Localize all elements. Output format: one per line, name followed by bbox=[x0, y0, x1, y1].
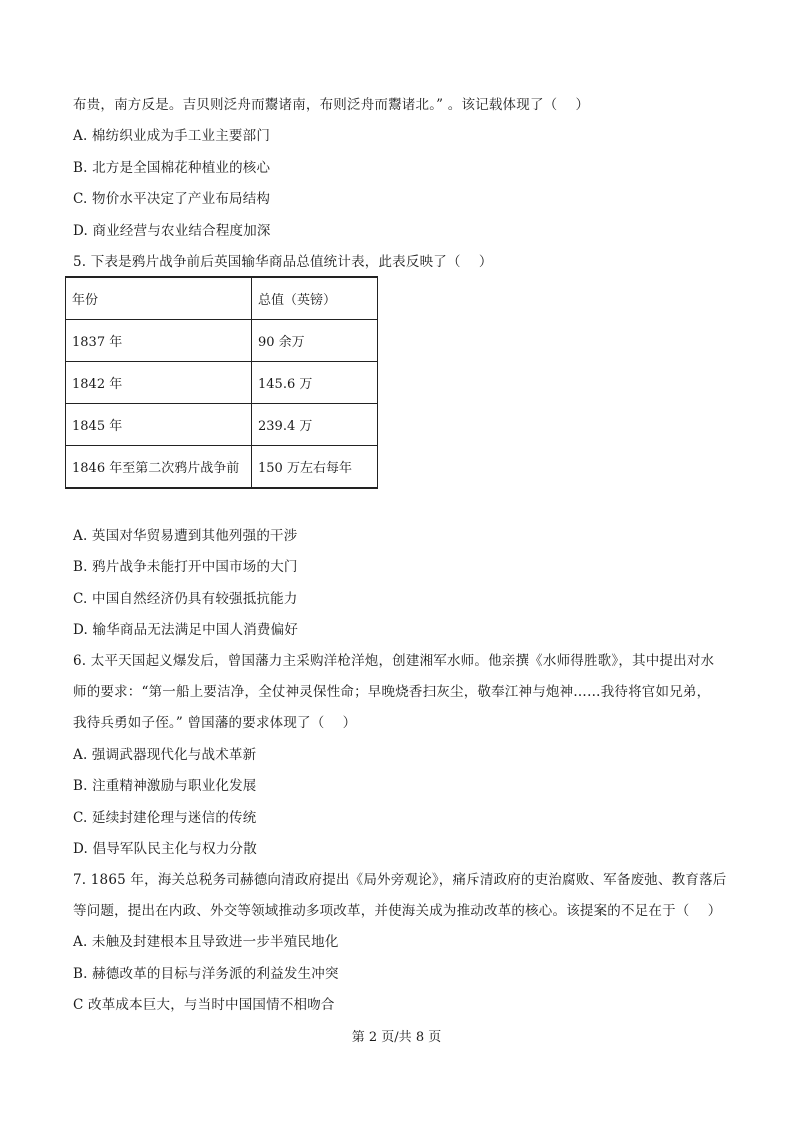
question-6-stem-line-2: 师的要求：“第一船上要洁净，全仗神灵保性命；早晚烧香扫灰尘，敬奉江神与炮神……我待将官如兄弟， bbox=[73, 684, 711, 700]
table-cell-value: 145.6 万 bbox=[252, 362, 378, 404]
q5-option-a: A. 英国对华贸易遭到其他列强的干涉 bbox=[73, 528, 298, 544]
question-6-stem-line-1: 6. 太平天国起义爆发后，曾国藩力主采购洋枪洋炮，创建湘军水师。他亲撰《水师得胜歌》，其中提出对水 bbox=[73, 653, 715, 669]
q5-option-c: C. 中国自然经济仍具有较强抵抗能力 bbox=[73, 591, 298, 607]
table-cell-value: 239.4 万 bbox=[252, 404, 378, 446]
question-7-stem-line-1: 7. 1865 年，海关总税务司赫德向清政府提出《局外旁观论》，痛斥清政府的吏治腐败、军备废弛、教育落后 bbox=[73, 872, 727, 888]
table-row bbox=[66, 404, 378, 446]
table-row bbox=[66, 362, 378, 404]
table-row bbox=[66, 446, 378, 489]
table-header-year: 年份 bbox=[66, 277, 252, 320]
q6-option-a: A. 强调武器现代化与战术革新 bbox=[73, 747, 257, 763]
q6-option-b: B. 注重精神激励与职业化发展 bbox=[73, 778, 257, 794]
table-cell-year: 1845 年 bbox=[66, 404, 252, 446]
question-6-stem-line-3: 我待兵勇如子侄。” 曾国藩的要求体现了（ ） bbox=[73, 715, 357, 731]
q6-option-c: C. 延续封建伦理与迷信的传统 bbox=[73, 810, 257, 826]
q4-option-d: D. 商业经营与农业结合程度加深 bbox=[73, 223, 271, 239]
question-4-stem-end: 布贵，南方反是。吉贝则泛舟而鬻诸南，布则泛舟而鬻诸北。” 。该记载体现了（ ） bbox=[73, 97, 590, 113]
q4-option-b: B. 北方是全国棉花种植业的核心 bbox=[73, 160, 271, 176]
q6-option-d: D. 倡导军队民主化与权力分散 bbox=[73, 841, 257, 857]
q5-option-b: B. 鸦片战争未能打开中国市场的大门 bbox=[73, 559, 298, 575]
q5-option-d: D. 输华商品无法满足中国人消费偏好 bbox=[73, 622, 299, 638]
q7-option-c: C 改革成本巨大，与当时中国国情不相吻合 bbox=[73, 997, 335, 1013]
table-cell-year: 1842 年 bbox=[66, 362, 252, 404]
trade-value-table bbox=[65, 276, 378, 489]
table-cell-year: 1846 年至第二次鸦片战争前 bbox=[66, 446, 252, 489]
table-cell-year: 1837 年 bbox=[66, 320, 252, 362]
q4-option-a: A. 棉纺织业成为手工业主要部门 bbox=[73, 128, 271, 144]
question-7-stem-line-2: 等问题，提出在内政、外交等领域推动多项改革，并使海关成为推动改革的核心。该提案的不足在于（ ） bbox=[73, 903, 722, 919]
question-5-stem: 5. 下表是鸦片战争前后英国输华商品总值统计表，此表反映了（ ） bbox=[73, 254, 493, 270]
table-header-row bbox=[66, 277, 378, 320]
table-cell-value: 90 余万 bbox=[252, 320, 378, 362]
table-row bbox=[66, 320, 378, 362]
q4-option-c: C. 物价水平决定了产业布局结构 bbox=[73, 191, 271, 207]
table-cell-value: 150 万左右每年 bbox=[252, 446, 378, 489]
page-number-footer: 第 2 页/共 8 页 bbox=[351, 1030, 442, 1045]
table-header-value: 总值（英镑） bbox=[252, 277, 378, 320]
q7-option-b: B. 赫德改革的目标与洋务派的利益发生冲突 bbox=[73, 966, 339, 982]
q7-option-a: A. 未触及封建根本且导致进一步半殖民地化 bbox=[73, 934, 339, 950]
